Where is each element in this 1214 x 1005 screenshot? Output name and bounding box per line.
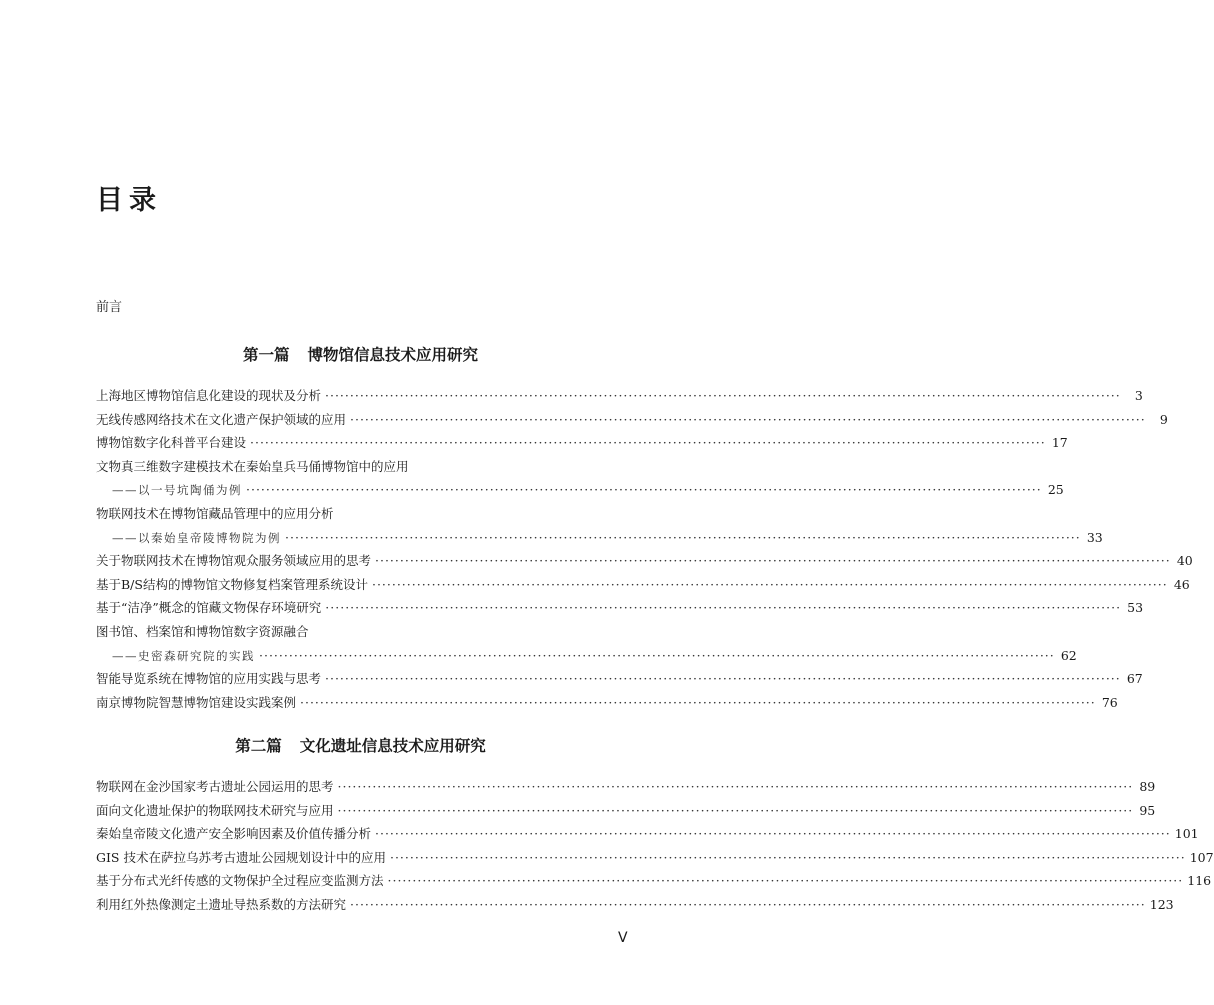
- toc-entry-title: 关于物联网技术在博物馆观众服务领域应用的思考: [96, 553, 372, 569]
- toc-leader-dots: ································································································································································: [325, 671, 1121, 687]
- toc-leader-dots: ································································································································································: [325, 388, 1121, 403]
- toc-entry-page: 25: [1047, 482, 1064, 498]
- toc-entry-page: 107: [1189, 849, 1214, 865]
- toc-entry-page: 116: [1187, 873, 1212, 889]
- toc-entry-page: 17: [1051, 435, 1068, 451]
- page-title: 目录: [96, 185, 162, 216]
- toc-entry-title: 物联网技术在博物馆藏品管理中的应用分析: [96, 505, 334, 521]
- toc-leader-dots: ································································································································································: [350, 896, 1146, 912]
- toc-entry-title: ——以秦始皇帝陵博物院为例: [112, 530, 281, 545]
- toc-entry-page: 76: [1101, 694, 1118, 710]
- toc-leader-dots: ································································································································································: [387, 873, 1184, 889]
- toc-entry: [96, 822, 1199, 846]
- toc-entry-title: GIS 技术在萨拉乌苏考古遗址公园规划设计中的应用: [96, 849, 386, 865]
- toc-leader-dots: ································································································································································: [337, 802, 1134, 818]
- toc-entry-title: 物联网在金沙国家考古遗址公园运用的思考: [96, 779, 334, 794]
- toc-entry-page: 53: [1127, 600, 1144, 616]
- toc-entry: [96, 893, 1174, 917]
- toc-leader-dots: ································································································································································: [300, 694, 1096, 710]
- toc-entry: [96, 596, 1144, 620]
- toc-entry-title: 文物真三维数字建模技术在秦始皇兵马俑博物馆中的应用: [96, 458, 409, 474]
- toc-entry: [96, 799, 1156, 823]
- toc-entry-title: 基于分布式光纤传感的文物保护全过程应变监测方法: [96, 873, 384, 889]
- part-heading-1: [0, 343, 721, 365]
- toc-leader-dots: ································································································································································: [375, 826, 1171, 842]
- toc-leader-dots: ································································································································································: [246, 482, 1042, 498]
- toc-entry-page: 9: [1159, 411, 1168, 427]
- toc-entry-page: 67: [1126, 671, 1143, 687]
- toc-entry: [96, 549, 1193, 573]
- toc-entry: [96, 667, 1143, 691]
- toc-preface: 前言: [96, 300, 123, 315]
- toc-entry: [96, 431, 1068, 455]
- toc-leader-dots: ································································································································································: [325, 600, 1122, 616]
- toc-entry: [96, 775, 1156, 799]
- toc-entry-subtitle: [96, 478, 1064, 502]
- toc-entry-page: 33: [1086, 529, 1103, 545]
- toc-entry-title: 基于“洁净”概念的馆藏文物保存环境研究: [96, 600, 322, 616]
- toc-entry-page: 95: [1139, 802, 1156, 818]
- toc-entry-page: 89: [1139, 779, 1156, 794]
- toc-entry: [96, 408, 1168, 432]
- toc-entry-title: 面向文化遗址保护的物联网技术研究与应用: [96, 802, 334, 818]
- toc-list-part-1: [96, 384, 1193, 714]
- toc-entry-title: 基于B/S结构的博物馆文物修复档案管理系统设计: [96, 576, 368, 592]
- toc-leader-dots: ································································································································································: [337, 779, 1134, 794]
- toc-entry: [96, 502, 629, 526]
- part-label: 第一篇: [242, 346, 290, 364]
- toc-entry-subtitle: [96, 526, 1103, 550]
- toc-leader-dots: ································································································································································: [250, 435, 1046, 451]
- toc-entry-page: 3: [1134, 388, 1143, 403]
- toc-list-part-2: [96, 775, 1214, 917]
- toc-entry: [96, 691, 1118, 715]
- toc-leader-dots: ································································································································································: [285, 529, 1081, 545]
- toc-entry-page: 62: [1060, 647, 1077, 663]
- toc-entry-title: 上海地区博物馆信息化建设的现状及分析: [96, 388, 322, 403]
- toc-entry: [96, 573, 1190, 597]
- toc-entry: [96, 455, 629, 479]
- page-number: V: [618, 930, 628, 946]
- toc-leader-dots: ································································································································································: [259, 647, 1055, 663]
- toc-entry-page: 46: [1173, 576, 1190, 592]
- toc-leader-dots: ································································································································································: [375, 553, 1171, 569]
- toc-entry-subtitle: [96, 644, 1077, 668]
- toc-entry-page: 101: [1174, 826, 1199, 842]
- toc-leader-dots: ································································································································································: [371, 576, 1168, 592]
- toc-entry-title: 无线传感网络技术在文化遗产保护领域的应用: [96, 411, 347, 427]
- part-label: 第二篇: [235, 737, 282, 755]
- toc-entry: [96, 869, 1212, 893]
- toc-leader-dots: ································································································································································: [350, 411, 1146, 427]
- toc-entry-page: 40: [1176, 553, 1193, 569]
- toc-entry-page: 123: [1149, 896, 1174, 912]
- toc-entry: [96, 384, 1143, 408]
- toc-entry-title: 博物馆数字化科普平台建设: [96, 435, 247, 451]
- toc-entry-title: 图书馆、档案馆和博物馆数字资源融合: [96, 623, 309, 639]
- toc-entry-title: ——史密森研究院的实践: [112, 648, 255, 663]
- toc-entry-title: 南京博物院智慧博物馆建设实践案例: [96, 694, 297, 710]
- part-title: 博物馆信息技术应用研究: [307, 346, 479, 364]
- toc-entry-title: 秦始皇帝陵文化遗产安全影响因素及价值传播分析: [96, 826, 372, 842]
- toc-entry-title: 利用红外热像测定土遗址导热系数的方法研究: [96, 896, 347, 912]
- part-heading-2: [0, 734, 721, 756]
- toc-entry-title: 智能导览系统在博物馆的应用实践与思考: [96, 671, 322, 687]
- toc-entry: [96, 846, 1214, 870]
- toc-leader-dots: ································································································································································: [389, 849, 1186, 865]
- toc-entry: [96, 620, 629, 644]
- toc-entry-title: ——以一号坑陶俑为例: [112, 483, 242, 498]
- part-title: 文化遗址信息技术应用研究: [299, 737, 486, 755]
